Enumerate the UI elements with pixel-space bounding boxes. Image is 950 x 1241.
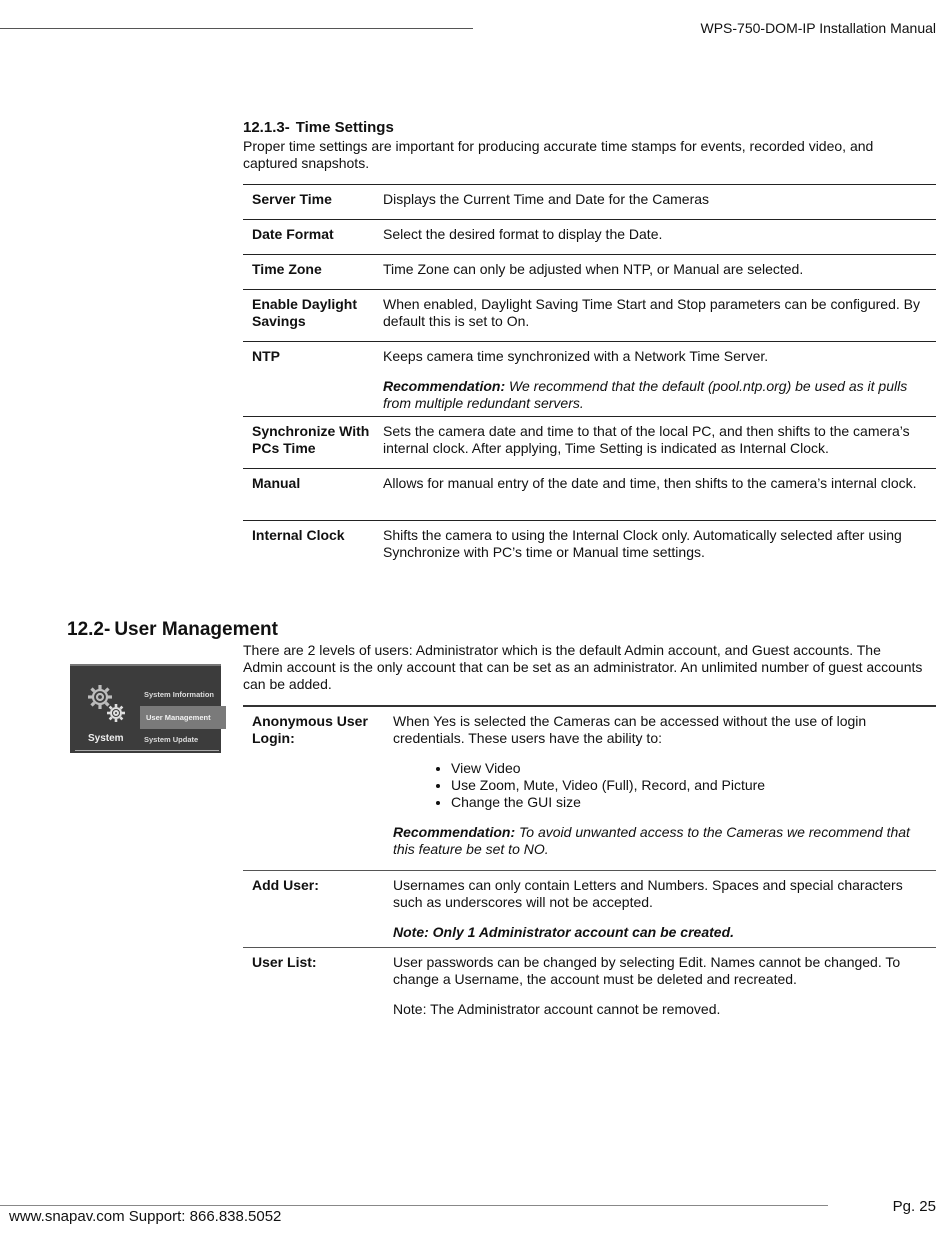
recommendation (383, 378, 932, 412)
system-label: System (88, 733, 124, 744)
description: Time Zone can only be adjusted when NTP, or Manual are selected. (383, 261, 804, 277)
section-heading-user-management (67, 621, 278, 638)
recommendation-label: Recommendation: (393, 824, 516, 840)
table-row (243, 185, 936, 220)
ability-list (393, 760, 932, 811)
term: Internal Clock (252, 527, 345, 543)
header-title: WPS-750-DOM-IP Installation Manual (700, 20, 936, 36)
description (383, 706, 936, 870)
description-text: User passwords can be changed by selecting Edit. Names cannot be changed. To change a Username, the account must be deleted and recreated. (393, 953, 901, 987)
footer-rule (0, 1205, 828, 1206)
note: Note: The Administrator account cannot be removed. (393, 1000, 721, 1017)
user-management-table (243, 705, 936, 1027)
table-row (243, 706, 936, 870)
table-row (243, 255, 936, 290)
system-menu-screenshot (70, 664, 221, 753)
section-number: 12.2- (67, 619, 111, 640)
term: Synchronize With PCs Time (252, 423, 370, 456)
section-heading-time-settings (243, 119, 394, 136)
recommendation-text: To avoid unwanted access to the Cameras we recommend that this feature be set to NO. (393, 824, 910, 857)
table-row (243, 220, 936, 255)
page-number: Pg. 25 (892, 1198, 936, 1215)
term: Add User: (252, 876, 319, 893)
gear-icon (106, 703, 126, 723)
table-row (243, 290, 936, 342)
description-text: When Yes is selected the Cameras can be accessed without the use of login credentials. These users have the ability to: (393, 713, 867, 746)
recommendation-label: Recommendation: (383, 378, 506, 394)
section-intro: There are 2 levels of users: Administrator which is the default Admin account, and Guest accounts. The Admin account is the only account that can be set as an administrator. An unlimited number of guest accounts can be added. (243, 642, 923, 692)
recommendation (393, 824, 932, 858)
term: Manual (252, 475, 301, 491)
footer-contact: www.snapav.com Support: 866.838.5052 (9, 1208, 282, 1225)
table-row (243, 342, 936, 417)
table-row (243, 947, 936, 1027)
menu-item-user-management: User Management (140, 706, 226, 729)
description-text: Keeps camera time synchronized with a Network Time Server. (383, 348, 769, 364)
section-intro: Proper time settings are important for producing accurate time stamps for events, recorded video, and captured snapshots. (243, 138, 874, 171)
term: Anonymous User Login: (252, 713, 368, 746)
description (383, 947, 936, 1027)
term: Enable Daylight Savings (252, 296, 358, 329)
header-rule (0, 28, 473, 29)
term: Date Format (252, 226, 334, 242)
recommendation-text: We recommend that the default (pool.ntp.org) be used as it pulls from multiple redundant servers. (383, 378, 908, 411)
divider (75, 750, 219, 751)
section-title: Time Settings (295, 119, 394, 136)
term: Server Time (252, 191, 332, 207)
section-title: User Management (114, 619, 278, 640)
list-item: • View Video (451, 760, 932, 777)
description: Allows for manual entry of the date and time, then shifts to the camera’s internal clock. (383, 475, 917, 491)
table-row (243, 469, 936, 521)
description: Select the desired format to display the Date. (383, 226, 663, 242)
section-number: 12.1.3- (243, 119, 290, 136)
description-text: Usernames can only contain Letters and Numbers. Spaces and special characters such as underscores will not be accepted. (393, 876, 903, 910)
description (383, 342, 936, 417)
description: Displays the Current Time and Date for the Cameras (383, 191, 710, 207)
term: Time Zone (252, 261, 322, 277)
list-item: • Use Zoom, Mute, Video (Full), Record, and Picture (451, 777, 932, 794)
table-row (243, 521, 936, 566)
menu-item-system-update: System Update (144, 735, 199, 744)
list-item: • Change the GUI size (451, 794, 932, 811)
time-settings-table (243, 184, 936, 566)
table-row (243, 417, 936, 469)
note: Note: Only 1 Administrator account can be created. (393, 923, 735, 940)
menu-item-system-information: System Information (144, 690, 215, 699)
term: NTP (252, 348, 280, 364)
description: When enabled, Daylight Saving Time Start and Stop parameters can be configured. By default this is set to On. (383, 296, 920, 329)
description: Sets the camera date and time to that of the local PC, and then shifts to the camera’s internal clock. After applying, Time Setting is indicated as Internal Clock. (383, 423, 910, 456)
table-row (243, 870, 936, 947)
description (383, 870, 936, 947)
description: Shifts the camera to using the Internal Clock only. Automatically selected after using Synchronize with PC’s time or Manual time settings. (383, 527, 902, 560)
term: User List: (252, 953, 317, 970)
